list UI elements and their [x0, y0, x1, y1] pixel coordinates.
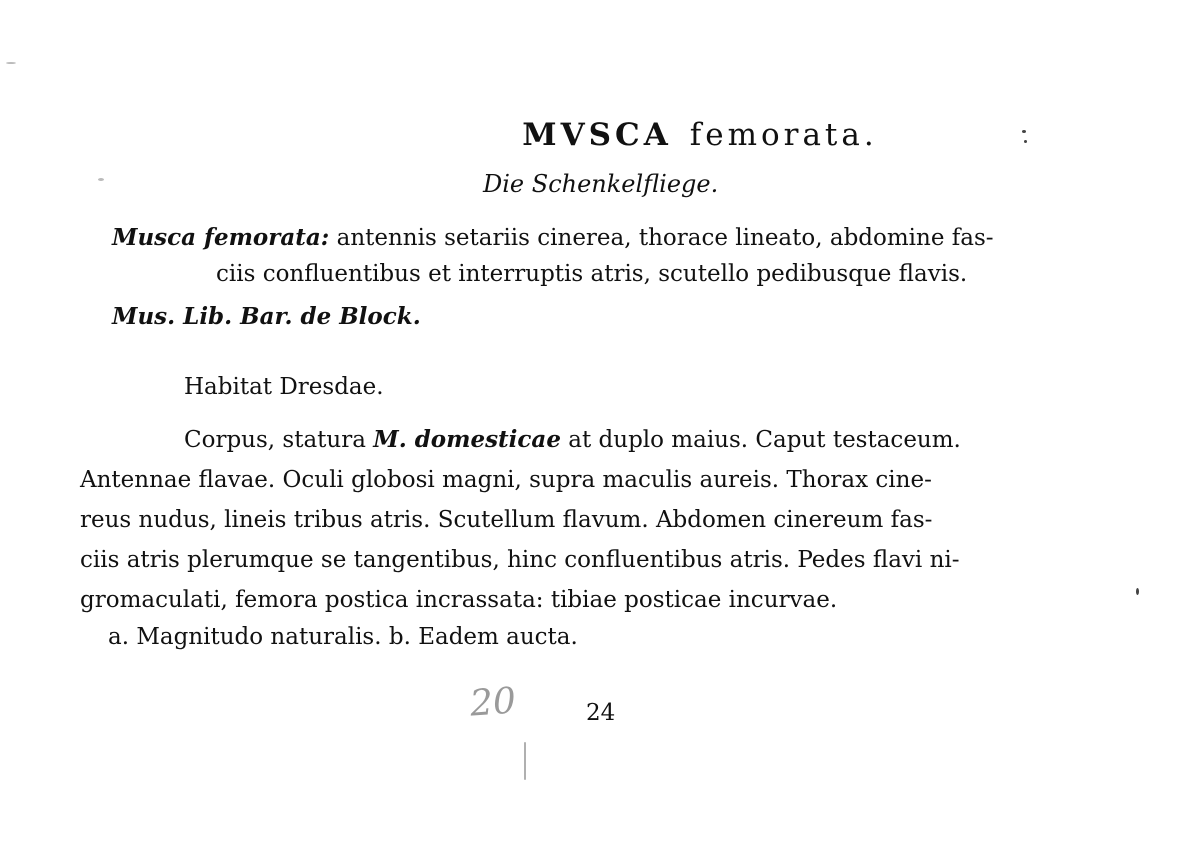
diagnosis-paragraph	[112, 220, 1112, 292]
subtitle: Die Schenkelfliege.	[483, 170, 719, 198]
source-reference: Mus. Lib. Bar. de Block.	[112, 303, 421, 330]
description-line-5: gromaculati, femora postica incrassata: tibiae posticae incurvae.	[80, 587, 838, 613]
paper-speck	[6, 62, 16, 64]
description-line-1	[80, 420, 1120, 460]
pencil-annotation: 20	[468, 680, 518, 725]
paper-speck	[1024, 140, 1027, 143]
description-line-1-a: Corpus, statura	[184, 427, 374, 453]
diagnosis-species-name: Musca femorata:	[112, 224, 330, 251]
figure-caption: a. Magnitudo naturalis. b. Eadem aucta.	[108, 624, 578, 650]
description-line-1-b: at duplo maius. Caput testaceum.	[560, 427, 961, 453]
description-line-4: ciis atris plerumque se tangentibus, hinc confluentibus atris. Pedes flavi ni-	[80, 547, 960, 573]
diagnosis-text-1: antennis setariis cinerea, thorace lineato, abdomine fas-	[329, 225, 994, 251]
habitat-text: Habitat Dresdae.	[184, 374, 384, 400]
page-title	[0, 116, 1200, 154]
paper-speck	[1022, 130, 1026, 133]
page-number: 24	[586, 700, 616, 726]
diagnosis-line-1	[112, 220, 1112, 256]
description-paragraph	[80, 420, 1120, 620]
paper-speck	[524, 742, 526, 780]
title-genus: MVSCA	[522, 117, 672, 153]
paper-speck	[1136, 588, 1139, 595]
title-species: femorata.	[689, 117, 878, 153]
diagnosis-line-2: ciis confluentibus et interruptis atris, scutello pedibusque flavis.	[216, 261, 968, 287]
paper-speck	[98, 178, 104, 181]
description-line-1-italic: M. domesticae	[373, 426, 561, 453]
description-line-3: reus nudus, lineis tribus atris. Scutellum flavum. Abdomen cinereum fas-	[80, 507, 933, 533]
description-line-2: Antennae flavae. Oculi globosi magni, supra maculis aureis. Thorax cine-	[80, 467, 932, 493]
